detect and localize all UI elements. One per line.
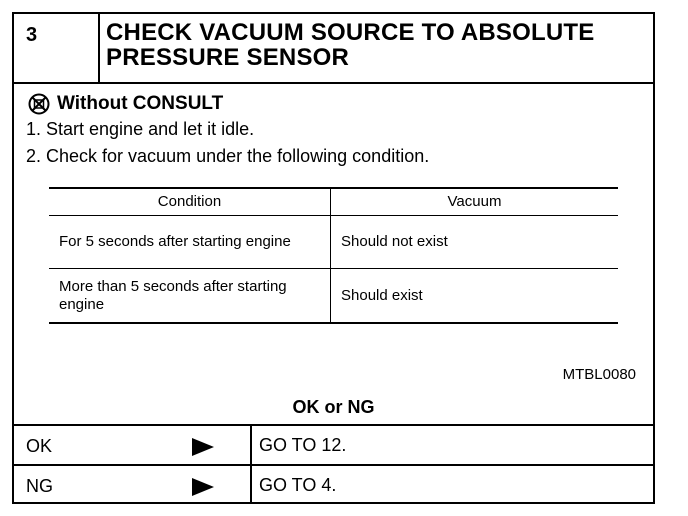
mode-text: Without CONSULT bbox=[57, 93, 224, 114]
vacuum-cell: Should not exist bbox=[341, 233, 448, 250]
header-condition: Condition bbox=[49, 189, 331, 215]
figure-code: MTBL0080 bbox=[562, 366, 636, 383]
result-label: NG bbox=[26, 476, 53, 496]
step-1: 1. Start engine and let it idle. bbox=[26, 119, 255, 139]
header-divider bbox=[98, 14, 100, 82]
result-title: OK or NG bbox=[292, 397, 375, 417]
table-header-row bbox=[49, 189, 618, 216]
result-action[interactable]: GO TO 12. bbox=[259, 435, 347, 455]
arrow-right-icon bbox=[192, 478, 214, 496]
vacuum-cell: Should exist bbox=[341, 286, 423, 304]
result-divider bbox=[250, 426, 252, 464]
table-row bbox=[49, 216, 618, 269]
result-divider bbox=[250, 466, 252, 504]
result-label: OK bbox=[26, 436, 53, 456]
result-action[interactable]: GO TO 4. bbox=[259, 475, 337, 495]
table-row bbox=[49, 269, 618, 322]
procedure-frame bbox=[12, 12, 655, 504]
step-2: 2. Check for vacuum under the following condition. bbox=[26, 146, 430, 166]
condition-cell: For 5 seconds after starting engine bbox=[49, 216, 331, 268]
condition-cell: More than 5 seconds after starting engine bbox=[49, 269, 331, 322]
result-row-ok bbox=[14, 424, 653, 464]
arrow-right-icon bbox=[192, 438, 214, 456]
header-vacuum: Vacuum bbox=[447, 193, 502, 210]
result-row-ng bbox=[14, 464, 653, 504]
mode-label bbox=[28, 93, 223, 115]
step-number: 3 bbox=[26, 24, 38, 46]
step-header bbox=[14, 14, 653, 84]
no-consult-icon bbox=[28, 93, 50, 115]
step-title: CHECK VACUUM SOURCE TO ABSOLUTE PRESSURE SENSOR bbox=[106, 19, 595, 71]
condition-table bbox=[49, 187, 618, 324]
